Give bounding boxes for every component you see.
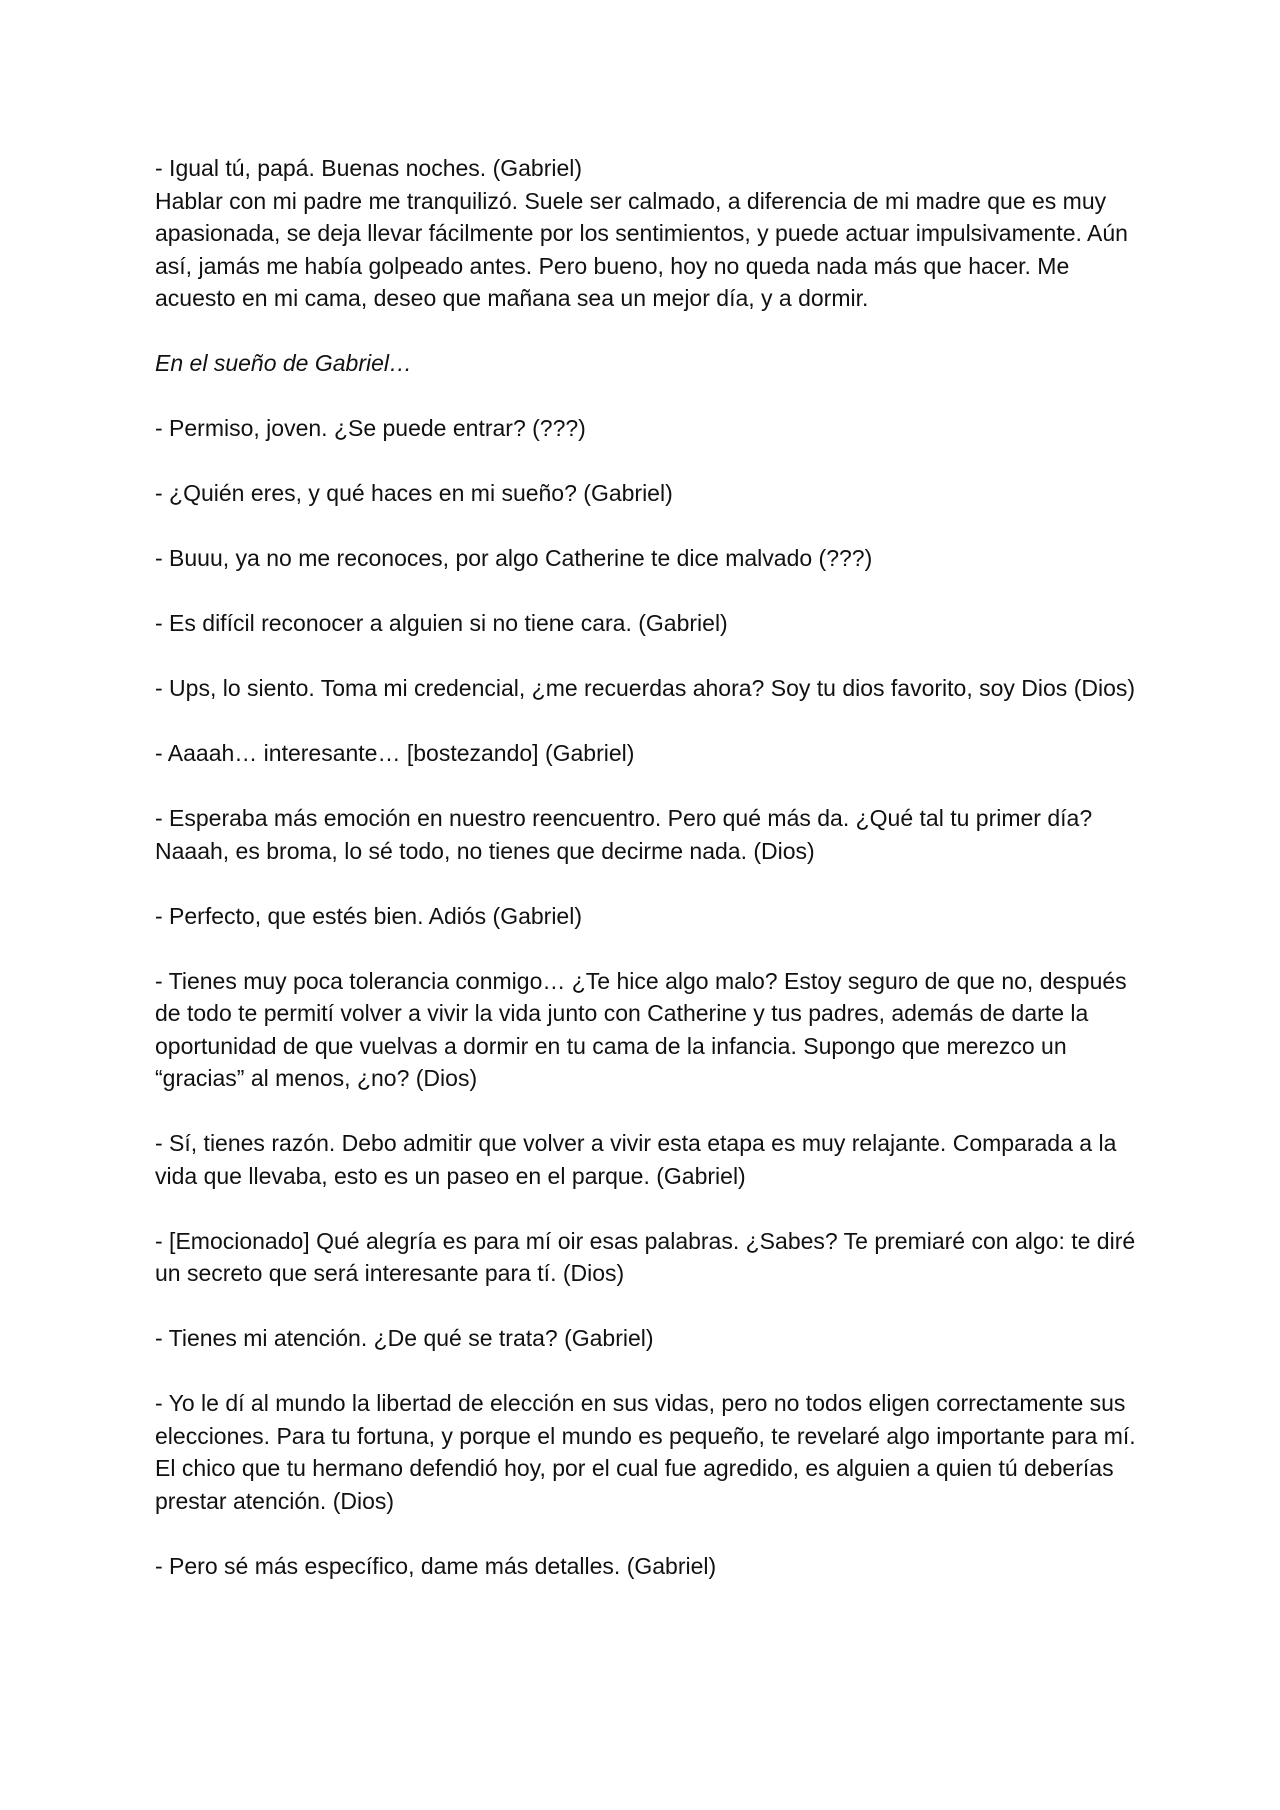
dialogue-line: - Permiso, joven. ¿Se puede entrar? (???) bbox=[155, 415, 586, 441]
dialogue-line: - Es difícil reconocer a alguien si no tiene cara. (Gabriel) bbox=[155, 610, 728, 636]
dialogue-line: - [Emocionado] Qué alegría es para mí oir esas palabras. ¿Sabes? Te premiaré con algo: te diré un secreto que será interesante para tí. (Dios) bbox=[155, 1227, 1136, 1286]
dialogue-line: - Buuu, ya no me reconoces, por algo Catherine te dice malvado (???) bbox=[155, 545, 873, 571]
document-page bbox=[155, 152, 1145, 1582]
dialogue-line: - Ups, lo siento. Toma mi credencial, ¿me recuerdas ahora? Soy tu dios favorito, soy Dios (Dios) bbox=[155, 675, 1136, 701]
narration-paragraph: Hablar con mi padre me tranquilizó. Suele ser calmado, a diferencia de mi madre que es muy apasionada, se deja llevar fácilmente por los sentimientos, y puede actuar impulsivamente. Aún así, jamás me había golpeado antes. Pero bueno, hoy no queda nada más que hacer. Me acuesto en mi cama, deseo que mañana sea un mejor día, y a dormir. bbox=[155, 187, 1128, 311]
dialogue-line: - Yo le dí al mundo la libertad de elección en sus vidas, pero no todos eligen correctamente sus elecciones. Para tu fortuna, y porque el mundo es pequeño, te revelaré algo importante para mí. El chico que tu hermano defendió hoy, por el cual fue agredido, es alguien a quien tú deberías prestar atención. (Dios) bbox=[155, 1390, 1136, 1514]
scene-heading: En el sueño de Gabriel… bbox=[155, 350, 412, 376]
dialogue-line: - Tienes mi atención. ¿De qué se trata? (Gabriel) bbox=[155, 1325, 654, 1351]
dialogue-line: - Sí, tienes razón. Debo admitir que volver a vivir esta etapa es muy relajante. Comparada a la vida que llevaba, esto es un paseo en el parque. (Gabriel) bbox=[155, 1130, 1117, 1189]
dialogue-line: - Igual tú, papá. Buenas noches. (Gabriel) bbox=[155, 155, 583, 181]
dialogue-line: - Esperaba más emoción en nuestro reencuentro. Pero qué más da. ¿Qué tal tu primer día? Naaah, es broma, lo sé todo, no tienes que decirme nada. (Dios) bbox=[155, 805, 1093, 864]
dialogue-line: - Perfecto, que estés bien. Adiós (Gabriel) bbox=[155, 902, 582, 929]
dialogue-line: - Tienes muy poca tolerancia conmigo… ¿Te hice algo malo? Estoy seguro de que no, después de todo te permití volver a vivir la vida junto con Catherine y tus padres, además de darte la oportunidad de que vuelvas a dormir en tu cama de la infancia. Supongo que merezco un “gracias” al menos, ¿no? (Dios) bbox=[155, 967, 1127, 1091]
dialogue-line: - ¿Quién eres, y qué haces en mi sueño? (Gabriel) bbox=[155, 480, 673, 506]
dialogue-line: - Pero sé más específico, dame más detalles. (Gabriel) bbox=[155, 1552, 717, 1579]
dialogue-line: - Aaaah… interesante… [bostezando] (Gabriel) bbox=[155, 740, 635, 766]
